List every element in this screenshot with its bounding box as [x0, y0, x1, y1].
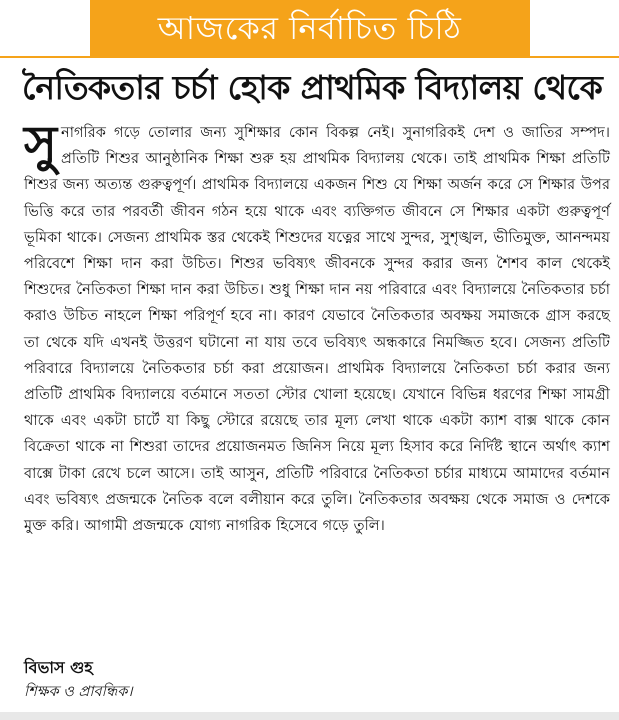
author-title: শিক্ষক ও প্রাবন্ধিক।: [24, 684, 133, 700]
article-headline: নৈতিকতার চর্চা হোক প্রাথমিক বিদ্যালয় থেকে: [22, 68, 603, 107]
article-body: [24, 115, 610, 539]
banner: [0, 0, 619, 60]
banner-rule: [0, 56, 619, 58]
banner-title: আজকের নির্বাচিত চিঠি: [90, 0, 530, 56]
bottom-divider: [0, 712, 619, 720]
article-dropcap: সু: [24, 115, 58, 173]
article-text: নাগরিক গড়ে তোলার জন্য সুশিক্ষার কোন বিকল্প নেই। সুনাগরিকই দেশ ও জাতির সম্পদ। প্রতিটি শিশুর আনুষ্ঠানিক শিক্ষা শুরু হয় প্রাথমিক বিদ্যালয় থেকে। তাই প্রাথমিক শিক্ষা প্রতিটি শিশুর জন্য অত্যন্ত গুরুত্বপূর্ণ। প্রাথমিক বিদ্যালয়ে একজন শিশু যে শিক্ষা অর্জন করে সে শিক্ষার উপর ভিত্তি করে তার পরবর্তী জীবন গঠন হয়ে থাকে এবং ব্যক্তিগত জীবনে সে শিক্ষার একটা গুরুত্বপূর্ণ ভূমিকা থাকে। সেজন্য প্রাথমিক স্তর থেকেই শিশুদের যত্নের সাথে সুন্দর, সুশৃঙ্খল, ভীতিমুক্ত, আনন্দময় পরিবেশে শিক্ষা দান করা উচিত। শিশুর ভবিষ্যৎ জীবনকে সুন্দর করার জন্য শৈশব কাল থেকেই শিশুদের নৈতিকতা শিক্ষা দান করা উচিত। শুধু শিক্ষা দান নয় পরিবারে এবং বিদ্যালয়ে নৈতিকতার চর্চা করাও উচিত নাহলে শিক্ষা পরিপূর্ণ হবে না। কারণ যেভাবে নৈতিকতার অবক্ষয় সমাজকে গ্রাস করছে তা থেকে যদি এখনই উত্তরণ ঘটানো না যায় তবে ভবিষ্যৎ অন্ধকারে নিমজ্জিত হবে। সেজন্য প্রতিটি পরিবারে বিদ্যালয়ে নৈতিকতার চর্চা করা প্রয়োজন। প্রাথমিক বিদ্যালয়ে নৈতিকতা চর্চা করার জন্য প্রতিটি প্রাথমিক বিদ্যালয়ে বর্তমানে সততা স্টোর খোলা হয়েছে। যেখানে বিভিন্ন ধরণের শিক্ষা সামগ্রী থাকে এবং একটা চার্টে যা কিছু স্টোরে রয়েছে তার মূল্য লেখা থাকে একটা ক্যাশ বাক্স থাকে কোন বিক্রেতা থাকে না শিশুরা তাদের প্রয়োজনমত জিনিস নিয়ে মূল্য হিসাব করে নির্দিষ্ট স্থানে অর্থাৎ ক্যাশ বাক্সে টাকা রেখে চলে আসে। তাই আসুন, প্রতিটি পরিবারে নৈতিকতা চর্চার মাধ্যমে আমাদের বর্তমান এবং ভবিষ্যৎ প্রজন্মকে নৈতিক বলে বলীয়ান করে তুলি। নৈতিকতার অবক্ষয় থেকে সমাজ ও দেশকে মুক্ত করি। আগামী প্রজন্মকে যোগ্য নাগরিক হিসেবে গড়ে তুলি।: [24, 124, 610, 535]
author-name: বিভাস গুহ: [24, 658, 93, 677]
